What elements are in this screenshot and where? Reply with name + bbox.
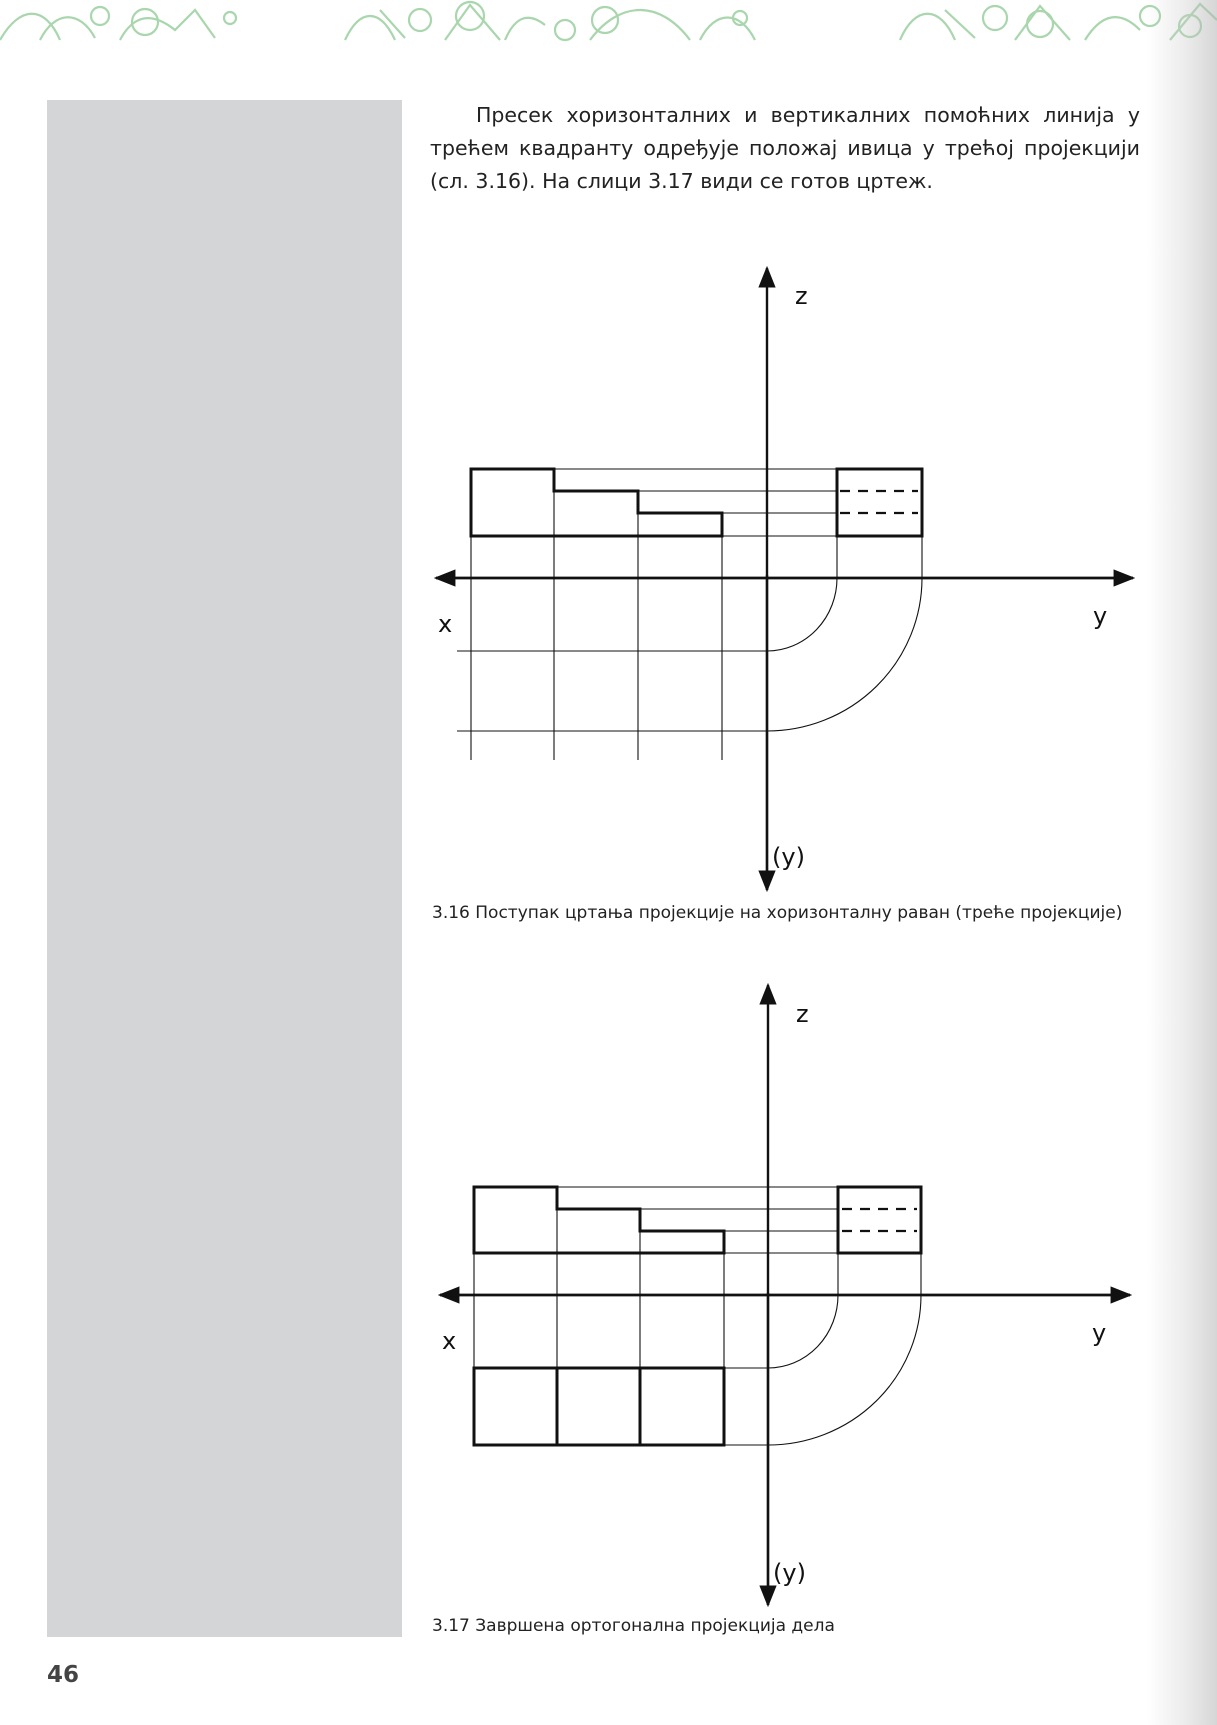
figure-caption-3-17: 3.17 Завршена ортогонална пројекција дела (432, 1616, 835, 1636)
helper-lines (474, 1187, 921, 1445)
top-view-outline (474, 1368, 724, 1445)
sidebar-panel (47, 100, 402, 1637)
axis-label-z: z (795, 282, 808, 310)
header-ornament (0, 0, 1217, 44)
axis-label-y-down: (y) (772, 843, 805, 871)
front-view-outline (474, 1187, 724, 1253)
front-view-outline (471, 469, 722, 536)
figure-caption-3-16: 3.16 Поступак цртања пројекције на хоризонталну раван (треће пројекције) (432, 903, 1123, 923)
side-view-outline (837, 469, 922, 536)
page-number: 46 (47, 1662, 80, 1688)
axis-label-y: y (1093, 602, 1108, 630)
body-paragraph: Пресек хоризонталних и вертикалних помоћних линија у трећем квадранту одређује положај ивица у трећој пројекцији (сл. 3.16). На слици 3.17 види се готов цртеж. (430, 103, 1140, 193)
axis-label-z: z (796, 1000, 809, 1028)
axis-label-y: y (1092, 1319, 1107, 1347)
axis-label-x: x (442, 1327, 457, 1355)
side-view-outline (838, 1187, 921, 1253)
axis-label-y-down: (y) (773, 1559, 806, 1587)
axis-label-x: x (438, 610, 453, 638)
page-edge-shadow (1147, 0, 1217, 1725)
helper-lines (457, 469, 922, 760)
